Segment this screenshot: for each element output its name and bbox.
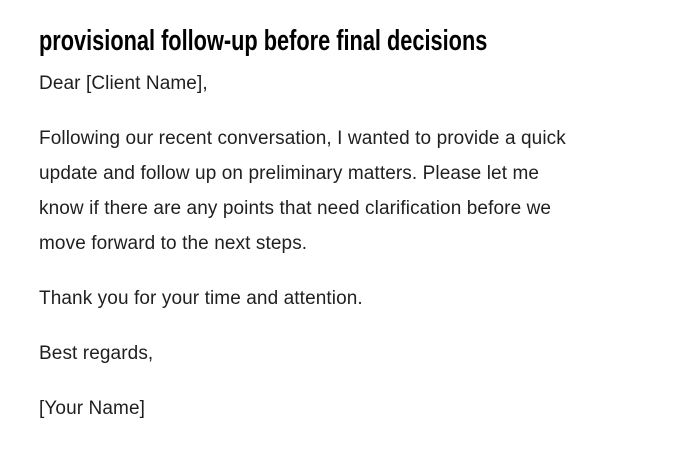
document-heading: provisional follow-up before final decisions [39, 25, 488, 57]
body-paragraph-line: know if there are any points that need clarification before we [39, 198, 552, 219]
body-paragraph-line: update and follow up on preliminary matters. Please let me [39, 163, 540, 184]
body-paragraph [39, 121, 660, 261]
signature-placeholder: [Your Name] [39, 398, 146, 419]
body-paragraph-line: move forward to the next steps. [39, 233, 308, 254]
closing-thanks: Thank you for your time and attention. [39, 288, 363, 309]
body-paragraph-line: Following our recent conversation, I wanted to provide a quick [39, 128, 566, 149]
salutation: Dear [Client Name], [39, 73, 208, 94]
sign-off: Best regards, [39, 343, 154, 364]
